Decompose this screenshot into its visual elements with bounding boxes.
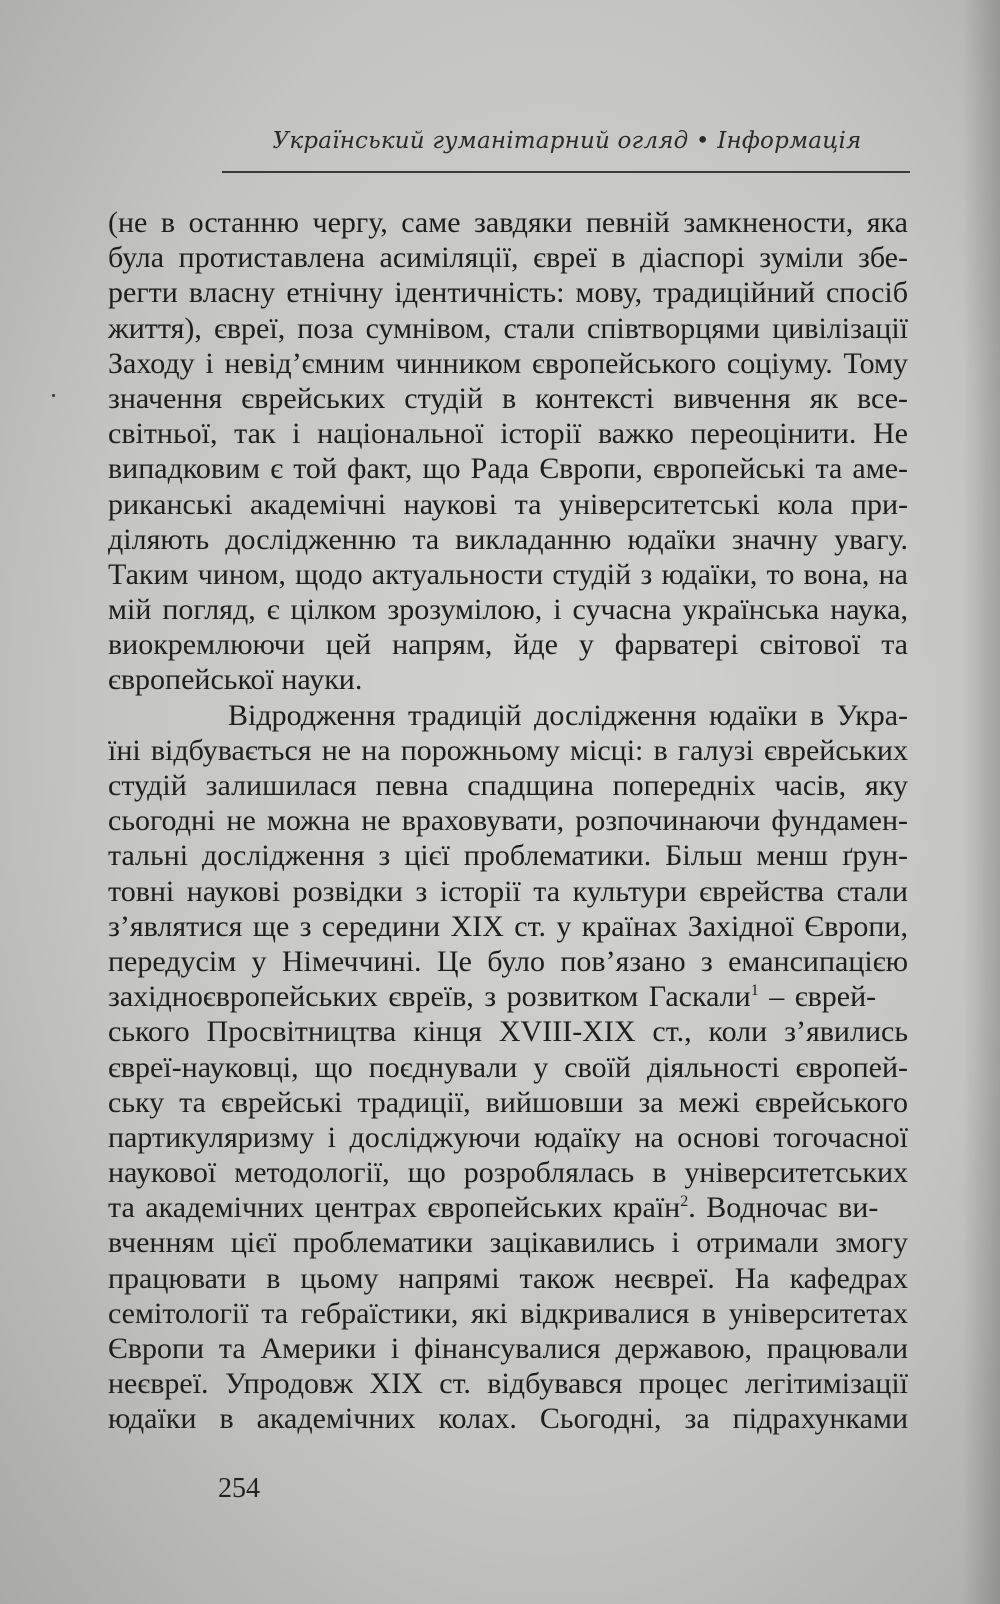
text-line: семітології та гебраїстики, які відкривалися в університетах [108, 1296, 908, 1330]
text-line: передусім у Німеччині. Це було пов’язано з емансипацією [108, 944, 908, 978]
text-line: євреї-науковці, що поєднували у своїй діяльності європей- [108, 1050, 908, 1084]
text-segment: . Водночас ви- [688, 1191, 879, 1225]
text-line: ського Просвітництва кінця XVIII-XIX ст., коли з’явились [108, 1015, 908, 1049]
text-line: життя), євреї, поза сумнівом, стали співтворцями цивілізації [108, 311, 908, 345]
text-segment: – єврей- [758, 980, 877, 1014]
header-rule [222, 171, 910, 173]
page-gutter-shadow [962, 0, 1000, 1604]
footnote-mark: 1 [750, 982, 759, 1000]
text-line: європейської науки. [108, 663, 363, 697]
text-line: регти власну етнічну ідентичність: мову, традиційний спосіб [108, 276, 908, 310]
text-line: студій залишилася певна спадщина попередніх часів, яку [108, 769, 908, 802]
text-line: партикуляризму і досліджуючи юдаїку на основі тогочасної [108, 1120, 908, 1154]
text-line-with-footnote [108, 1190, 908, 1225]
text-segment: західноєвропейських євреїв, з розвитком Гаскали [108, 980, 751, 1014]
text-line: наукової методології, що розроблялась в університетських [108, 1156, 908, 1190]
text-line: неєвреї. Упродовж XIX ст. відбувався процес легітимізації [108, 1367, 908, 1401]
text-line-with-footnote [108, 979, 908, 1014]
text-line: значення єврейських студій в контексті вивчення як все- [108, 381, 908, 415]
text-line: Заходу і невід’ємним чинником європейського соціуму. Тому [108, 346, 908, 380]
text-line: вченням цієї проблематики зацікавились і отримали змогу [108, 1226, 908, 1260]
paragraph-start-line: Відродження традицій дослідження юдаїки в Укра- [228, 698, 908, 732]
text-line: ську та єврейські традиції, вийшовши за межі єврейського [108, 1085, 908, 1119]
text-line: світньої, так і національної історії важко переоцінити. Не [108, 417, 908, 451]
text-line: мій погляд, є цілком зрозумілою, і сучасна українська наука, [108, 593, 908, 627]
text-line: їні відбувається не на порожньому місці: в галузі єврейських [108, 733, 908, 767]
text-line: з’являтися ще з середини XIX ст. у країнах Західної Європи, [108, 909, 908, 943]
text-line: працювати в цьому напрямі також неєвреї. На кафедрах [108, 1261, 908, 1295]
text-line: тальні дослідження з цієї проблематики. Більш менш ґрун- [108, 839, 908, 873]
text-line: виокремлюючи цей напрям, йде у фарватері світової та [108, 628, 908, 662]
footnote-mark: 2 [680, 1193, 689, 1211]
print-speck [52, 394, 55, 397]
text-line: сьогодні не можна не враховувати, розпочинаючи фундамен- [108, 804, 908, 838]
text-line: діляють дослідженню та викладанню юдаїки значну увагу. [108, 522, 908, 556]
text-segment: та академічних центрах європейських країн [108, 1191, 681, 1225]
text-line: Європи та Америки і фінансувалися державою, працювали [108, 1332, 908, 1365]
page-number: 254 [218, 1473, 260, 1504]
running-head: Український гуманітарний огляд • Інформація [272, 128, 862, 154]
text-line: (не в останню чергу, саме завдяки певній замкнености, яка [108, 206, 908, 239]
text-line: була протиставлена асиміляції, євреї в діаспорі зуміли збе- [108, 241, 908, 275]
text-line: випадковим є той факт, що Рада Європи, європейські та аме- [108, 452, 908, 486]
text-line: юдаїки в академічних колах. Сьогодні, за підрахунками [108, 1402, 908, 1436]
text-line: риканські академічні наукові та університетські кола при- [108, 487, 908, 521]
text-line: Таким чином, щодо актуальности студій з юдаїки, то вона, на [108, 557, 908, 591]
body-text [108, 205, 908, 1437]
text-line: товні наукові розвідки з історії та культури єврейства стали [108, 874, 908, 908]
